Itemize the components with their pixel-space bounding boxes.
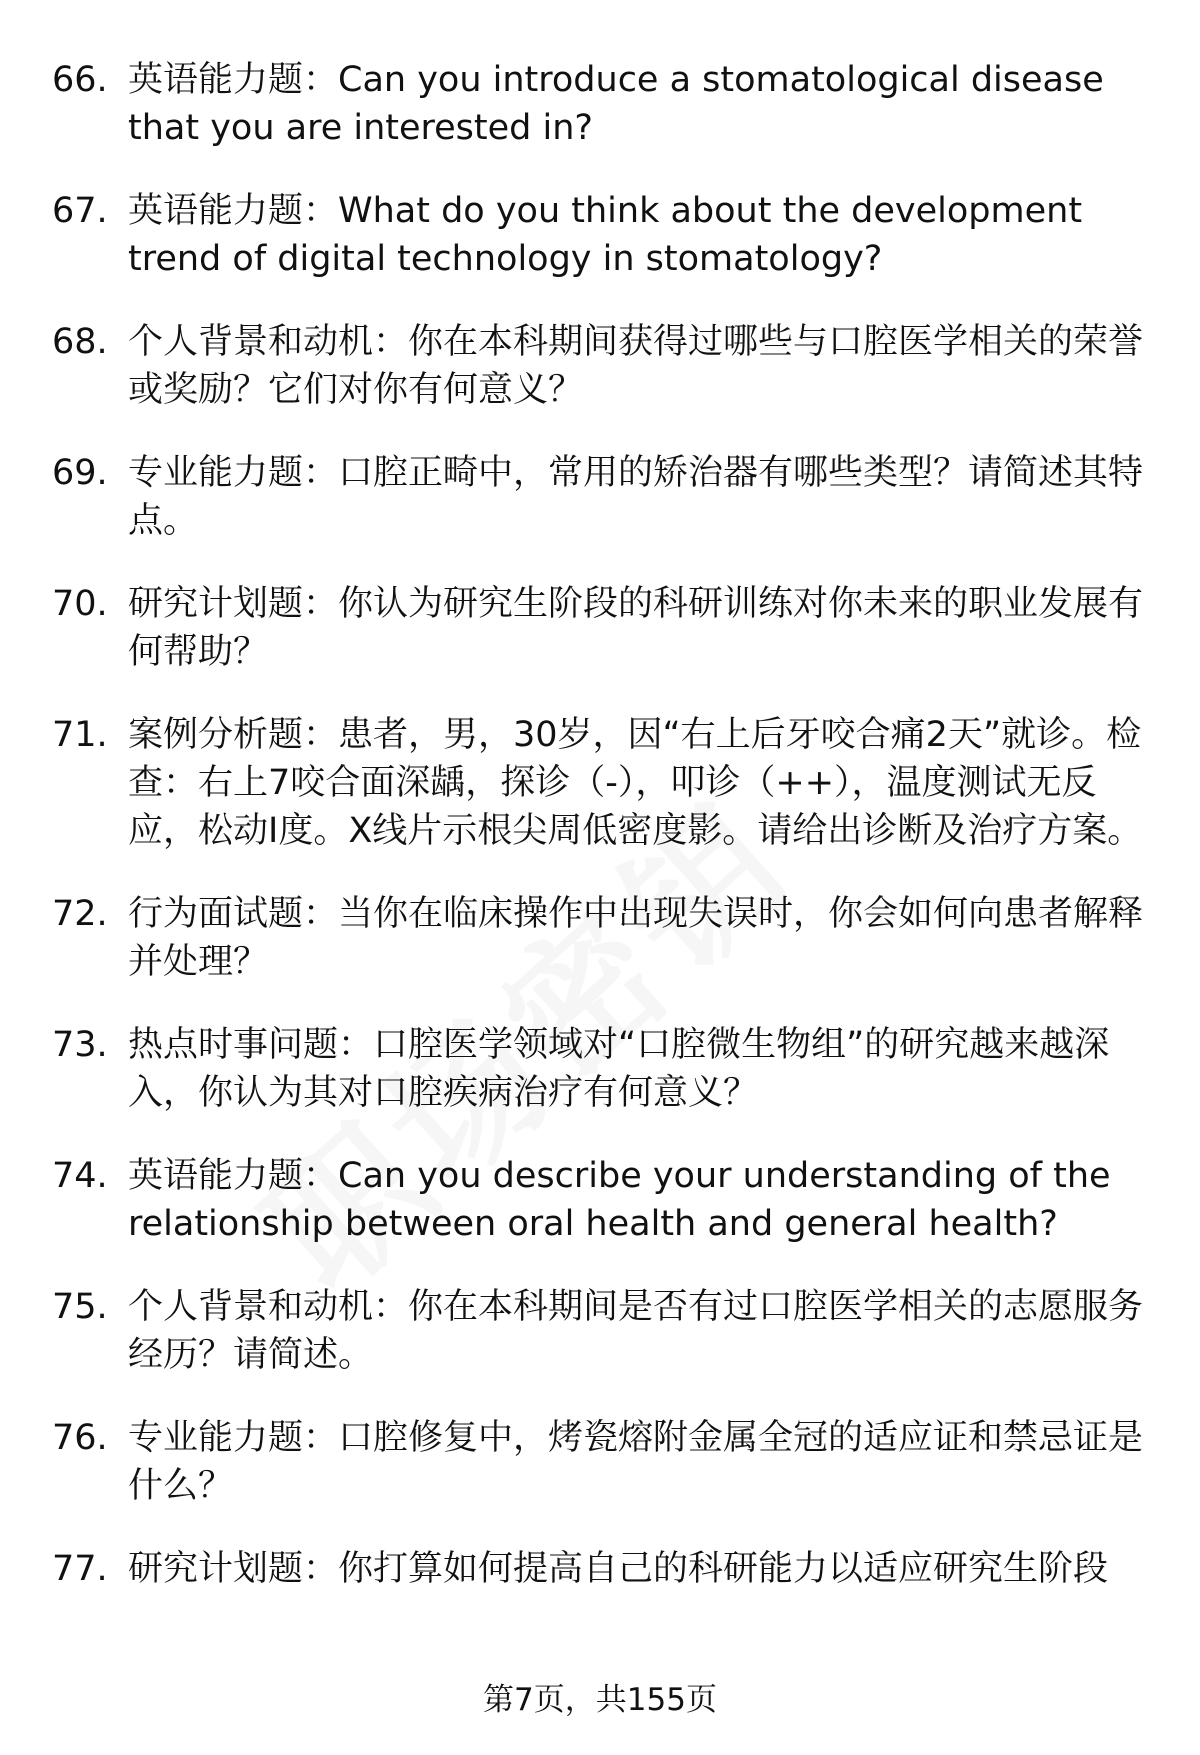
question-item — [52, 1545, 1162, 1593]
question-item — [52, 449, 1162, 545]
question-text: 个人背景和动机：你在本科期间是否有过口腔医学相关的志愿服务经历？请简述。 — [128, 1287, 1144, 1375]
question-number: 68. — [52, 322, 108, 362]
question-text: 热点时事问题：口腔医学领域对“口腔微生物组”的研究越来越深入，你认为其对口腔疾病治疗有何意义？ — [128, 1025, 1110, 1113]
question-number: 71. — [52, 715, 108, 755]
question-text: 英语能力题：Can you describe your understanding of the relationship between oral health and general health? — [128, 1156, 1111, 1244]
question-list — [52, 56, 1162, 1593]
question-item — [52, 1021, 1162, 1117]
question-item — [52, 1283, 1162, 1379]
question-item — [52, 187, 1162, 283]
question-item — [52, 1414, 1162, 1510]
question-number: 76. — [52, 1418, 108, 1458]
question-number: 70. — [52, 584, 108, 624]
question-item — [52, 580, 1162, 676]
question-number: 69. — [52, 453, 108, 493]
question-number: 77. — [52, 1549, 108, 1589]
question-text: 专业能力题：口腔修复中，烤瓷熔附金属全冠的适应证和禁忌证是什么？ — [128, 1418, 1144, 1506]
question-item — [52, 56, 1162, 152]
question-number: 75. — [52, 1287, 108, 1327]
question-item — [52, 890, 1162, 986]
question-number: 73. — [52, 1025, 108, 1065]
question-text: 研究计划题：你认为研究生阶段的科研训练对你未来的职业发展有何帮助？ — [128, 584, 1144, 672]
question-text: 研究计划题：你打算如何提高自己的科研能力以适应研究生阶段 — [128, 1549, 1109, 1589]
question-number: 74. — [52, 1156, 108, 1196]
question-number: 72. — [52, 894, 108, 934]
question-text: 英语能力题：What do you think about the development trend of digital technology in stomatology? — [128, 191, 1083, 279]
question-item — [52, 1152, 1162, 1248]
page-number-footer: 第7页，共155页 — [483, 1682, 717, 1718]
question-number: 67. — [52, 191, 108, 231]
question-item — [52, 711, 1162, 855]
question-text: 案例分析题：患者，男，30岁，因“右上后牙咬合痛2天”就诊。检查：右上7咬合面深龋，探诊（-），叩诊（++），温度测试无反应，松动Ⅰ度。X线片示根尖周低密度影。请给出诊断及治疗方案。 — [128, 715, 1143, 851]
question-text: 个人背景和动机：你在本科期间获得过哪些与口腔医学相关的荣誉或奖励？它们对你有何意义？ — [128, 322, 1144, 410]
question-text: 行为面试题：当你在临床操作中出现失误时，你会如何向患者解释并处理？ — [128, 894, 1144, 982]
question-text: 英语能力题：Can you introduce a stomatological disease that you are interested in? — [128, 60, 1104, 148]
question-text: 专业能力题：口腔正畸中，常用的矫治器有哪些类型？请简述其特点。 — [128, 453, 1144, 541]
question-number: 66. — [52, 60, 108, 100]
question-item — [52, 318, 1162, 414]
